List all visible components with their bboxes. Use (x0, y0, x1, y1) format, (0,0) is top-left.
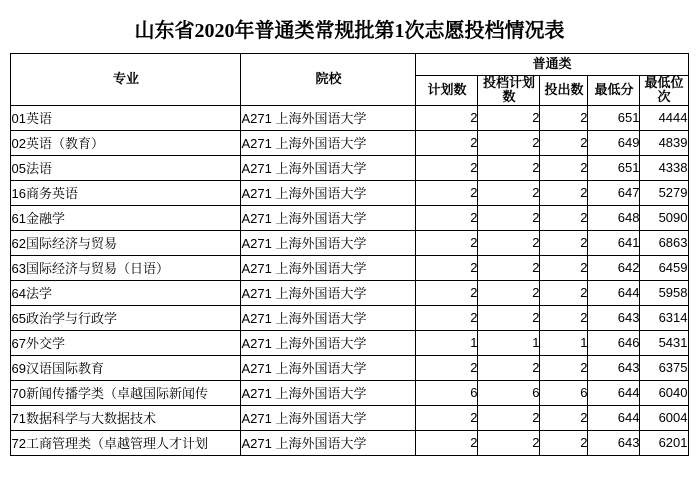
cell-min-score: 643 (588, 305, 640, 330)
cell-plan-count: 2 (416, 355, 478, 380)
column-header-school: 院校 (241, 54, 416, 106)
cell-plan-count: 2 (416, 105, 478, 130)
cell-min-rank: 5279 (640, 180, 688, 205)
cell-plan-count: 6 (416, 380, 478, 405)
cell-submitted-count: 2 (540, 180, 588, 205)
table-row (11, 230, 688, 255)
table-row (11, 205, 688, 230)
cell-school: A271 上海外国语大学 (241, 305, 416, 330)
cell-min-score: 642 (588, 255, 640, 280)
cell-submitted-plan-count: 1 (478, 330, 540, 355)
table-row (11, 280, 688, 305)
cell-submitted-plan-count: 2 (478, 280, 540, 305)
cell-school: A271 上海外国语大学 (241, 280, 416, 305)
column-header-plan-count: 计划数 (416, 76, 478, 106)
cell-min-rank: 6201 (640, 430, 688, 455)
column-header-min-rank: 最低位次 (640, 76, 688, 106)
cell-plan-count: 2 (416, 180, 478, 205)
cell-submitted-plan-count: 2 (478, 255, 540, 280)
cell-major: 67外交学 (11, 330, 241, 355)
cell-plan-count: 2 (416, 305, 478, 330)
table-row (11, 105, 688, 130)
table-row (11, 405, 688, 430)
table-body (11, 105, 688, 455)
cell-submitted-count: 2 (540, 305, 588, 330)
cell-school: A271 上海外国语大学 (241, 380, 416, 405)
cell-min-rank: 5958 (640, 280, 688, 305)
cell-plan-count: 2 (416, 280, 478, 305)
cell-submitted-count: 2 (540, 230, 588, 255)
cell-min-rank: 6004 (640, 405, 688, 430)
cell-min-score: 651 (588, 155, 640, 180)
cell-min-score: 649 (588, 130, 640, 155)
cell-plan-count: 2 (416, 205, 478, 230)
table-row (11, 380, 688, 405)
cell-major: 69汉语国际教育 (11, 355, 241, 380)
cell-min-rank: 4839 (640, 130, 688, 155)
cell-major: 62国际经济与贸易 (11, 230, 241, 255)
cell-school: A271 上海外国语大学 (241, 430, 416, 455)
table-row (11, 305, 688, 330)
cell-major: 65政治学与行政学 (11, 305, 241, 330)
table-row (11, 180, 688, 205)
cell-plan-count: 2 (416, 430, 478, 455)
cell-major: 64法学 (11, 280, 241, 305)
cell-min-rank: 6459 (640, 255, 688, 280)
cell-submitted-plan-count: 2 (478, 355, 540, 380)
table-row (11, 430, 688, 455)
cell-submitted-plan-count: 2 (478, 105, 540, 130)
cell-submitted-count: 2 (540, 430, 588, 455)
cell-min-rank: 4338 (640, 155, 688, 180)
table-row (11, 355, 688, 380)
column-header-group: 普通类 (416, 54, 688, 76)
cell-submitted-count: 2 (540, 255, 588, 280)
cell-min-score: 643 (588, 430, 640, 455)
cell-school: A271 上海外国语大学 (241, 180, 416, 205)
table-row (11, 255, 688, 280)
cell-min-score: 651 (588, 105, 640, 130)
cell-min-score: 644 (588, 280, 640, 305)
cell-submitted-plan-count: 2 (478, 130, 540, 155)
cell-min-score: 647 (588, 180, 640, 205)
cell-submitted-count: 2 (540, 130, 588, 155)
cell-school: A271 上海外国语大学 (241, 230, 416, 255)
cell-submitted-count: 2 (540, 405, 588, 430)
cell-plan-count: 2 (416, 155, 478, 180)
cell-school: A271 上海外国语大学 (241, 130, 416, 155)
cell-school: A271 上海外国语大学 (241, 255, 416, 280)
cell-submitted-plan-count: 6 (478, 380, 540, 405)
column-header-submitted-plan-count: 投档计划数 (478, 76, 540, 106)
cell-submitted-plan-count: 2 (478, 430, 540, 455)
cell-submitted-plan-count: 2 (478, 405, 540, 430)
table-row (11, 130, 688, 155)
table-header (11, 54, 688, 106)
cell-min-score: 644 (588, 405, 640, 430)
cell-submitted-count: 1 (540, 330, 588, 355)
column-header-major: 专业 (11, 54, 241, 106)
cell-min-score: 641 (588, 230, 640, 255)
cell-submitted-plan-count: 2 (478, 180, 540, 205)
table-row (11, 330, 688, 355)
admission-table (10, 53, 688, 456)
cell-school: A271 上海外国语大学 (241, 205, 416, 230)
cell-min-rank: 5090 (640, 205, 688, 230)
table-row (11, 155, 688, 180)
cell-submitted-plan-count: 2 (478, 305, 540, 330)
cell-min-rank: 6375 (640, 355, 688, 380)
cell-plan-count: 2 (416, 405, 478, 430)
cell-major: 61金融学 (11, 205, 241, 230)
cell-major: 05法语 (11, 155, 241, 180)
cell-min-rank: 6863 (640, 230, 688, 255)
cell-major: 71数据科学与大数据技术 (11, 405, 241, 430)
cell-school: A271 上海外国语大学 (241, 155, 416, 180)
cell-plan-count: 2 (416, 255, 478, 280)
cell-submitted-plan-count: 2 (478, 205, 540, 230)
cell-submitted-count: 6 (540, 380, 588, 405)
cell-school: A271 上海外国语大学 (241, 355, 416, 380)
cell-min-score: 644 (588, 380, 640, 405)
cell-major: 63国际经济与贸易（日语） (11, 255, 241, 280)
cell-school: A271 上海外国语大学 (241, 105, 416, 130)
cell-major: 01英语 (11, 105, 241, 130)
cell-min-score: 643 (588, 355, 640, 380)
table-header-row-group (11, 54, 688, 76)
cell-min-rank: 4444 (640, 105, 688, 130)
cell-major: 72工商管理类（卓越管理人才计划 (11, 430, 241, 455)
cell-school: A271 上海外国语大学 (241, 330, 416, 355)
cell-submitted-count: 2 (540, 205, 588, 230)
cell-school: A271 上海外国语大学 (241, 405, 416, 430)
cell-major: 16商务英语 (11, 180, 241, 205)
cell-plan-count: 2 (416, 230, 478, 255)
column-header-submitted-count: 投出数 (540, 76, 588, 106)
cell-major: 02英语（教育） (11, 130, 241, 155)
cell-submitted-plan-count: 2 (478, 230, 540, 255)
column-header-min-score: 最低分 (588, 76, 640, 106)
cell-min-score: 648 (588, 205, 640, 230)
cell-plan-count: 1 (416, 330, 478, 355)
cell-submitted-count: 2 (540, 280, 588, 305)
cell-submitted-count: 2 (540, 355, 588, 380)
cell-min-rank: 5431 (640, 330, 688, 355)
cell-plan-count: 2 (416, 130, 478, 155)
cell-min-score: 646 (588, 330, 640, 355)
page-title: 山东省2020年普通类常规批第1次志愿投档情况表 (134, 20, 565, 42)
cell-submitted-plan-count: 2 (478, 155, 540, 180)
cell-submitted-count: 2 (540, 105, 588, 130)
cell-major: 70新闻传播学类（卓越国际新闻传 (11, 380, 241, 405)
cell-min-rank: 6314 (640, 305, 688, 330)
cell-min-rank: 6040 (640, 380, 688, 405)
cell-submitted-count: 2 (540, 155, 588, 180)
